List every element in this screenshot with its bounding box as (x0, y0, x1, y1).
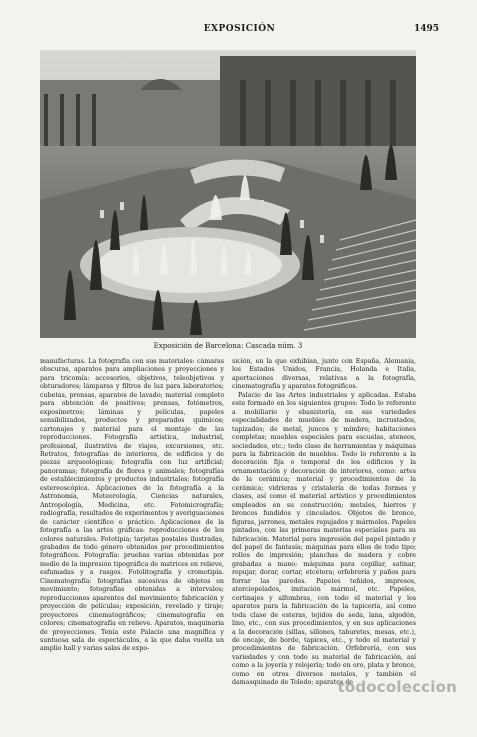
photo-caption: Exposición de Barcelona: Cascada núm. 3 (153, 342, 303, 350)
page-title: EXPOSICIÓN (203, 24, 276, 34)
paragraph: sición, en la que exhibían, junto con España, Alemania, los Estados Unidos, Francia, Holanda e Italia, aportaciones diversas, relativas a la fotografía, cinematografía y aparatos fotográficos. (232, 358, 416, 391)
watermark-logo: todocoleccion (337, 678, 457, 696)
cascade-photograph-drawing (40, 50, 416, 338)
running-head (40, 24, 439, 36)
paragraph: Palacio de las Artes industriales y aplicadas. Estaba este formado en los siguientes grupos: Todo lo referente a mobiliario y ebanistería, en sus variedades especialidades de muebles de madera, incrustados, tapizados; de metal, juncos y mimbre; habitaciones completas; muebles especiales para escuelas, ateneos, sociedades, etc.; todo clase de herramientas y máquinas para la fabricación de muebles. Todo lo referente a la decoración fija o temporal de los edificios y la ornamentación y decoración de interiores, como: artes de la cerámica; material y procedimientos de la cerámica; vidrieras y cristalería de todas formas y clases, así como el material artístico y procedimientos empleados en su construcción; metales, hierros y bronces fundidos y cincelados. Objetos de bronce, figuras, jarrones, metales repujados y mármoles. Papeles pintados, con las primeras materias especiales para su fabricación. Material para impresión del papel pintado y del papel de fantasía; máquinas para ellos de todo tipo; rollos de impresión; planchas de madera y cobre grabadas a mano; máquinas para cepillar, satinar, repujar, dorar, cortar, etcétera; orfebrería y paños para forrar las paredes. Papeles teñidos, impresos, aterciopelados, imitación mármol, etc. Papeles, cortinajes y alfombras, con todo el material y los aparatos para la fabricación de la tapicería, así como toda clase de esteras, tejidos de seda, lana, algodón, lino, etc., con sus procedimientos, y en sus aplicaciones a la decoración (sillas, sillones, taburetes, mesas, etc.), de encaje, de borde, tapices, etc., y todo el material y procedimientos de fabricación. Orfebrería, con sus variedades y con todo su material de fabricación, así como a la joyería y relojería; todo en oro, plata y bronce, como en otros diversos metales, y también el damasquinado de Toledo; aparatos de (232, 391, 416, 687)
paragraph: manufacturas. La fotografía con sus materiales: cámaras obscuras, aparatos para ampliaciones y proyecciones y para tricomía: accesorios, objetivos, teleobjetivos y obturadores; lámparas y filtros de luz para laboratorios; cubetas, prensas, aparatos de lavado; material completo para obtención de positivos; prensas, fotómetros, exposímetros; láminas y películas, papeles sensibilizados, productos y preparados químicos; cartonajes y material para el montaje de las reproducciones. Fotografía artística, industrial, profesional, ilustrativa de viajes, excursiones, etc. Retratos, fotografías de interiores, de edificios y de piezas arqueológicas; fotografía con luz artificial; panoramas; fotografía de flores y animales; fotografías de establecimientos y productos industriales; fotografía estereoscópica. Aplicaciones de la fotografía a la Astronomía, Meteorología, Ciencias naturales, Antropología, Medicina, etc. Fotomicrografía; radiografía, resultados de experimentos y averiguaciones de carácter científico o práctico. Aplicaciones de la fotografía a las artes gráficas: reproducciones de los colores naturales. Fototipia; tarjetas postales ilustradas, grabados de todo género obtenidos por procedimientos fotográficos. Fotografía: pruebas varias obtenidas por medio de la impresión tipográfica de matrices en relieve, esfumadas y a rasgos. Fotolitografía y cromotipia. Cinematografía: fotografías sucesivas de objetos en movimiento; fotografías obtenidas a intervalos; reproducciones aparentes del movimiento; fabricación y proyección de películas; exposición, revelado y tiraje; proyectores cinematográficos; cinematografía en colores; cinematografía en relieve. Aparatos, maquinaria de proyecciones. Tenía este Palacio una magnífica y suntuosa sala de espectáculos, a la que daba vuelta un amplio hall y varias salas de expo- (40, 358, 224, 653)
two-column-text (40, 358, 416, 688)
page-number: 1495 (413, 24, 439, 34)
cascade-photograph (40, 50, 416, 338)
left-column (40, 358, 224, 688)
right-column (232, 358, 416, 688)
